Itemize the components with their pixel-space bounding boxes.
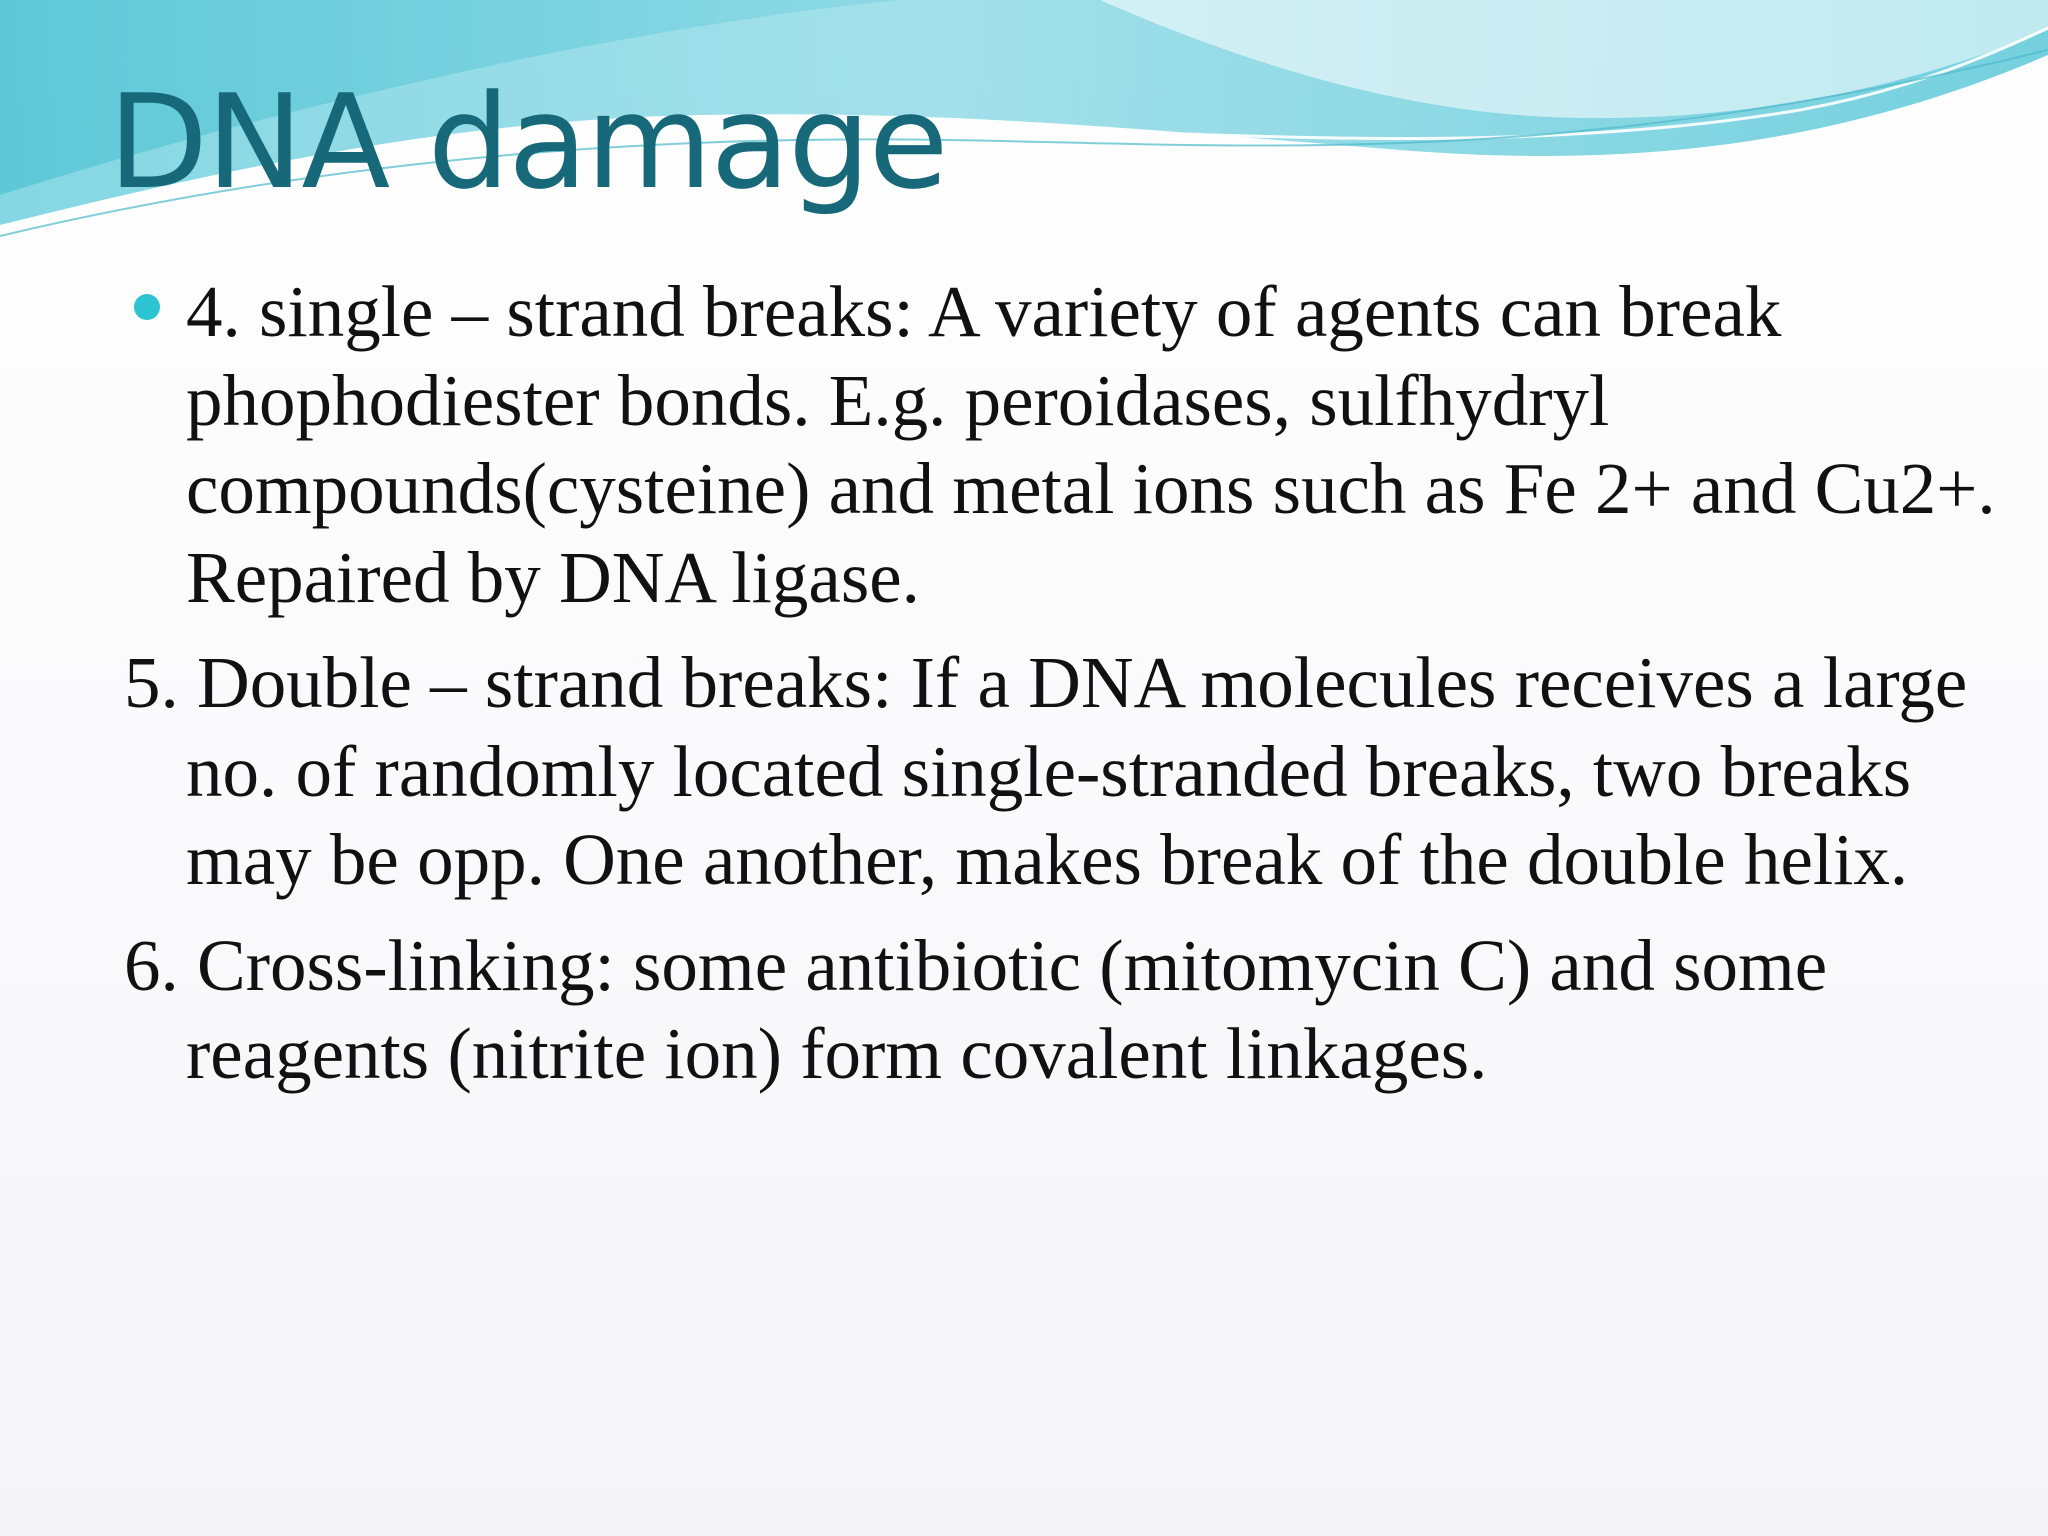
list-item-text: 4. single – strand breaks: A variety of agents can break phophodiester bonds. E.g. peroidases, sulfhydryl compounds(cysteine) and metal ions such as Fe 2+ and Cu2+. Repaired by DNA ligase. bbox=[186, 271, 1996, 618]
list-item-cross-linking bbox=[124, 922, 2004, 1099]
slide-body bbox=[124, 268, 2004, 1116]
list-item-text: 5. Double – strand breaks: If a DNA molecules receives a large no. of randomly located single-stranded breaks, two breaks may be opp. One another, makes break of the double helix. bbox=[124, 642, 1968, 900]
list-item-text: 6. Cross-linking: some antibiotic (mitomycin C) and some reagents (nitrite ion) form covalent linkages. bbox=[124, 924, 1828, 1094]
slide-title: DNA damage bbox=[108, 66, 947, 218]
list-item-double-strand-breaks bbox=[124, 639, 2004, 905]
bullet-dot-icon bbox=[134, 294, 160, 320]
list-item-single-strand-breaks bbox=[124, 268, 2004, 622]
